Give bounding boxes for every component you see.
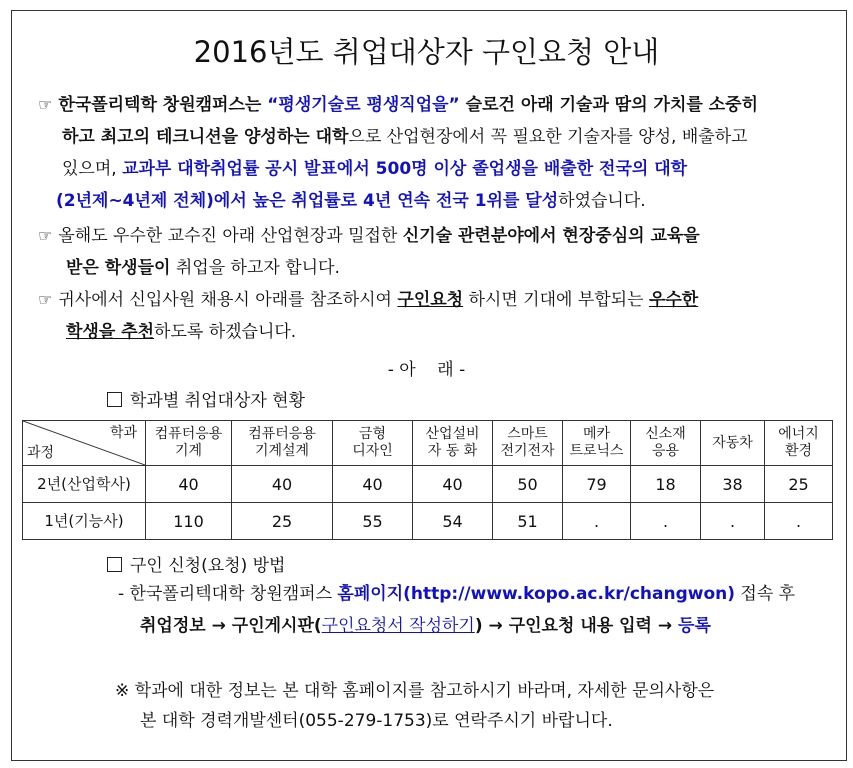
table-header-cell: 컴퓨터응용 기계 <box>146 421 232 466</box>
pointing-hand-icon: ☞ <box>38 95 53 114</box>
table-corner-cell: 학과 과정 <box>23 421 146 466</box>
pointing-hand-icon: ☞ <box>38 290 53 309</box>
table-cell: 51 <box>493 503 563 540</box>
table-cell: 25 <box>232 503 333 540</box>
table-header-cell: 신소재 응용 <box>631 421 701 466</box>
table-row <box>23 466 833 503</box>
section-heading-method: 구인 신청(요청) 방법 <box>107 551 285 576</box>
table-cell: 110 <box>146 503 232 540</box>
intro-line-8: 학생을 추천하도록 하겠습니다. <box>66 322 297 342</box>
table-cell: 25 <box>765 466 833 503</box>
table-cell: 40 <box>146 466 232 503</box>
job-request-form-link[interactable]: 구인요청서 작성하기 <box>321 616 475 636</box>
table-cell: 79 <box>563 466 631 503</box>
table-cell: . <box>765 503 833 540</box>
table-cell: . <box>631 503 701 540</box>
table-header-cell: 산업설비 자 동 화 <box>413 421 493 466</box>
intro-line-4: (2년제~4년제 전체)에서 높은 취업률로 4년 연속 전국 1위를 달성하였습니다. <box>56 191 646 211</box>
row-label: 1년(기능사) <box>23 503 146 540</box>
method-line-2: 취업정보 → 구인게시판(구인요청서 작성하기) → 구인요청 내용 입력 → 등록 <box>140 616 711 636</box>
note-line-2: 본 대학 경력개발센터(055-279-1753)로 연락주시기 바랍니다. <box>140 711 613 731</box>
table-cell: 38 <box>701 466 765 503</box>
table-cell: . <box>563 503 631 540</box>
table-cell: 50 <box>493 466 563 503</box>
table-header-cell: 메카 트로닉스 <box>563 421 631 466</box>
intro-line-3: 있으며, 교과부 대학취업률 공시 발표에서 500명 이상 졸업생을 배출한 전국의 대학 <box>62 159 688 179</box>
intro-line-2: 하고 최고의 테크니션을 양성하는 대학으로 산업현장에서 꼭 필요한 기술자를 양성, 배출하고 <box>62 127 748 147</box>
table-cell: . <box>701 503 765 540</box>
section-heading-status: 학과별 취업대상자 현황 <box>107 386 305 411</box>
intro-line-5: ☞ 올해도 우수한 교수진 아래 산업현장과 밀접한 신기술 관련분야에서 현장중심의 교육을 <box>38 226 700 246</box>
row-label: 2년(산업학사) <box>23 466 146 503</box>
table-header-cell: 자동차 <box>701 421 765 466</box>
page-title: 2016년도 취업대상자 구인요청 안내 <box>193 35 660 69</box>
slogan: “평생기술로 평생직업을” <box>267 95 460 115</box>
table-cell: 54 <box>413 503 493 540</box>
intro-line-1: ☞ 한국폴리텍학 창원캠퍼스는 “평생기술로 평생직업을” 슬로건 아래 기술과 땀의 가치를 소중히 <box>38 95 758 115</box>
table-header-cell: 에너지 환경 <box>765 421 833 466</box>
table-cell: 40 <box>333 466 413 503</box>
checkbox-square-icon <box>107 392 122 407</box>
table-cell: 55 <box>333 503 413 540</box>
table-row <box>23 503 833 540</box>
pointing-hand-icon: ☞ <box>38 226 53 245</box>
table-header-cell: 금형 디자인 <box>333 421 413 466</box>
table-cell: 18 <box>631 466 701 503</box>
table-cell: 40 <box>413 466 493 503</box>
table-header-cell: 스마트 전기전자 <box>493 421 563 466</box>
method-line-1: - 한국폴리텍대학 창원캠퍼스 홈페이지(http://www.kopo.ac.kr/changwon) 접속 후 <box>118 584 796 604</box>
table-cell: 40 <box>232 466 333 503</box>
below-heading: - 아 래 - <box>387 360 466 380</box>
note-line-1: ※ 학과에 대한 정보는 본 대학 홈페이지를 참고하시기 바라며, 자세한 문의사항은 <box>115 681 715 701</box>
table-header-cell: 컴퓨터응용 기계설계 <box>232 421 333 466</box>
homepage-url[interactable]: 홈페이지(http://www.kopo.ac.kr/changwon) <box>337 584 736 604</box>
checkbox-square-icon <box>107 557 122 572</box>
employment-table <box>22 420 833 540</box>
intro-line-6: 받은 학생들이 취업을 하고자 합니다. <box>66 258 340 278</box>
intro-line-7: ☞ 귀사에서 신입사원 채용시 아래를 참조하시여 구인요청 하시면 기대에 부합되는 우수한 <box>38 290 699 310</box>
table-header-row <box>23 421 833 466</box>
register-label: 등록 <box>678 616 711 636</box>
